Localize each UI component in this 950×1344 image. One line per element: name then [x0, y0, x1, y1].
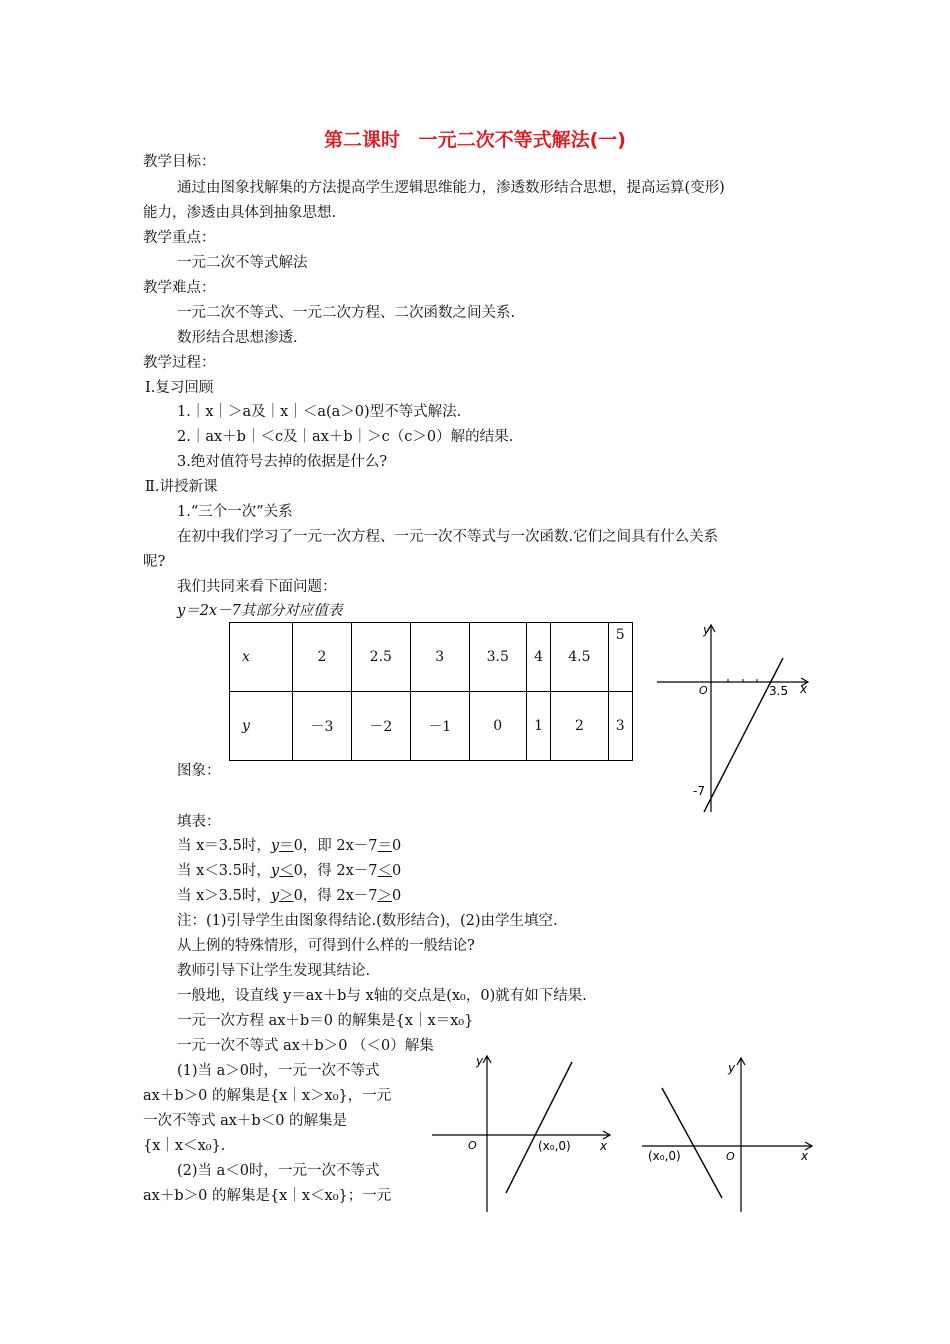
fill-text: 当 x＝3.5时， [177, 838, 271, 854]
objectives-heading: 教学目标： [143, 154, 216, 170]
fill-var: y [270, 838, 280, 854]
table-x-label: x [230, 623, 293, 692]
fill-blank: ＝ [377, 838, 393, 854]
table-cell: 3 [410, 623, 469, 692]
x-intercept-label: 3.5 [769, 684, 789, 698]
fill-text: 当 x＜3.5时， [177, 863, 271, 879]
y-intercept-label: -7 [693, 784, 705, 798]
fill-text: 当 x＞3.5时， [177, 888, 271, 904]
intercept-label: (x₀,0) [648, 1149, 681, 1163]
new-lesson-heading: Ⅱ.讲授新课 [145, 479, 218, 495]
fill-blank: ＝ [279, 838, 294, 854]
table-cell: 2.5 [351, 623, 410, 692]
fill-text: 0 [392, 863, 402, 879]
origin-label: O [726, 1150, 735, 1163]
y-axis-label: y [703, 623, 711, 637]
table-cell: －1 [410, 692, 469, 761]
table-cell: －3 [293, 692, 352, 761]
fill-blank: ＞ [377, 888, 393, 904]
x-axis-label: x [801, 1149, 809, 1163]
key-points-heading: 教学重点： [143, 230, 216, 246]
difficulties-line-1: 一元二次不等式、一元二次方程、二次函数之间关系. [177, 305, 516, 321]
review-item-1: 1.｜x｜＞a及｜x｜＜a(a＞0)型不等式解法. [177, 404, 462, 420]
table-cell: 2 [551, 692, 608, 761]
equation-solution: 一元一次方程 ax＋b＝0 的解集是{x｜x＝x₀} [177, 1013, 474, 1029]
new-lesson-para-1: 在初中我们学习了一元一次方程、一元一次不等式与一次函数.它们之间具有什么关系 [177, 529, 719, 545]
graph-positive-slope [430, 1050, 620, 1215]
new-lesson-sub1: 1.“三个一次”关系 [177, 504, 293, 520]
graph-negative-slope [640, 1050, 820, 1215]
difficulties-line-2: 数形结合思想渗透. [177, 330, 298, 346]
graph-line [506, 1062, 572, 1193]
teacher-guide: 教师引导下让学生发现其结论. [177, 963, 371, 979]
table-cell: 3.5 [469, 623, 526, 692]
table-cell: 0 [469, 692, 526, 761]
general-statement: 一般地，设直线 y＝ax＋b与 x轴的交点是(x₀，0)就有如下结果. [177, 988, 587, 1004]
case2-line-1: (2)当 a＜0时，一元一次不等式 [177, 1163, 380, 1179]
fill-line-1 [177, 836, 401, 856]
key-points-text: 一元二次不等式解法 [177, 255, 308, 271]
case1-line-3: 一次不等式 ax＋b＜0 的解集是 [143, 1113, 348, 1129]
intercept-label: (x₀,0) [538, 1139, 571, 1153]
x-axis-label: x [600, 1139, 608, 1153]
fill-var: y [270, 888, 280, 904]
fill-blank: ＜ [377, 863, 393, 879]
process-heading: 教学过程： [143, 355, 216, 371]
case2-line-2: ax＋b＞0 的解集是{x｜x＜x₀}；一元 [143, 1188, 392, 1204]
table-row-y [230, 692, 633, 761]
title-lesson: 第二课时 [323, 129, 400, 151]
graph-line-2x-7 [655, 620, 815, 815]
difficulties-heading: 教学难点： [143, 280, 216, 296]
fill-blank: ＞ [279, 888, 294, 904]
fill-line-2 [177, 861, 401, 881]
objectives-text-1: 通过由图象找解集的方法提高学生逻辑思维能力，渗透数形结合思想，提高运算(变形) [177, 180, 725, 196]
case1-line-1: (1)当 a＞0时，一元一次不等式 [177, 1063, 380, 1079]
new-lesson-look: 我们共同来看下面问题： [177, 579, 337, 595]
fill-line-3 [177, 886, 401, 906]
table-cell: 2 [293, 623, 352, 692]
fill-label: 填表： [177, 814, 221, 830]
table-cell: 4.5 [551, 623, 608, 692]
fill-text: 0，得 2x－7 [293, 863, 378, 879]
objectives-text-2: 能力，渗透由具体到抽象思想. [143, 205, 337, 221]
value-table [229, 622, 633, 761]
origin-label: O [468, 1139, 477, 1152]
x-axis-label: x [800, 682, 808, 696]
table-row-x [230, 623, 633, 692]
image-label: 图象： [177, 763, 221, 779]
inequality-heading: 一元一次不等式 ax＋b＞0 （＜0）解集 [177, 1038, 434, 1054]
title-topic: 一元二次不等式解法(一) [418, 129, 626, 151]
new-lesson-para-2: 呢? [143, 554, 166, 570]
table-cell: 4 [526, 623, 550, 692]
table-y-label: y [230, 692, 293, 761]
origin-label: O [699, 684, 708, 697]
table-cell: －2 [351, 692, 410, 761]
note: 注：(1)引导学生由图象得结论.(数形结合)，(2)由学生填空. [177, 913, 558, 929]
y-axis-label: y [728, 1061, 736, 1075]
fill-var: y [270, 863, 280, 879]
table-cell-value: 5 [615, 627, 625, 643]
fill-text: 0 [392, 888, 402, 904]
table-cell: 3 [608, 692, 632, 761]
review-item-3: 3.绝对值符号去掉的依据是什么? [177, 454, 388, 470]
question: 从上例的特殊情形，可得到什么样的一般结论? [177, 938, 475, 954]
review-item-2: 2.｜ax＋b｜＜c及｜ax＋b｜＞c（c＞0）解的结果. [177, 429, 514, 445]
fill-text: 0 [392, 838, 402, 854]
fill-blank: ＜ [279, 863, 294, 879]
y-axis-label: y [476, 1054, 484, 1068]
review-heading: Ⅰ.复习回顾 [145, 380, 214, 396]
table-caption: y＝2x－7其部分对应值表 [177, 603, 343, 619]
case1-line-2: ax＋b＞0 的解集是{x｜x＞x₀}，一元 [143, 1088, 392, 1104]
fill-text: 0，即 2x－7 [293, 838, 378, 854]
graph-line [662, 1088, 722, 1198]
page-title [0, 125, 950, 152]
table-cell-top [608, 623, 632, 692]
case1-line-4: {x｜x＜x₀}. [143, 1138, 226, 1154]
table-cell: 1 [526, 692, 550, 761]
fill-text: 0，得 2x－7 [293, 888, 378, 904]
